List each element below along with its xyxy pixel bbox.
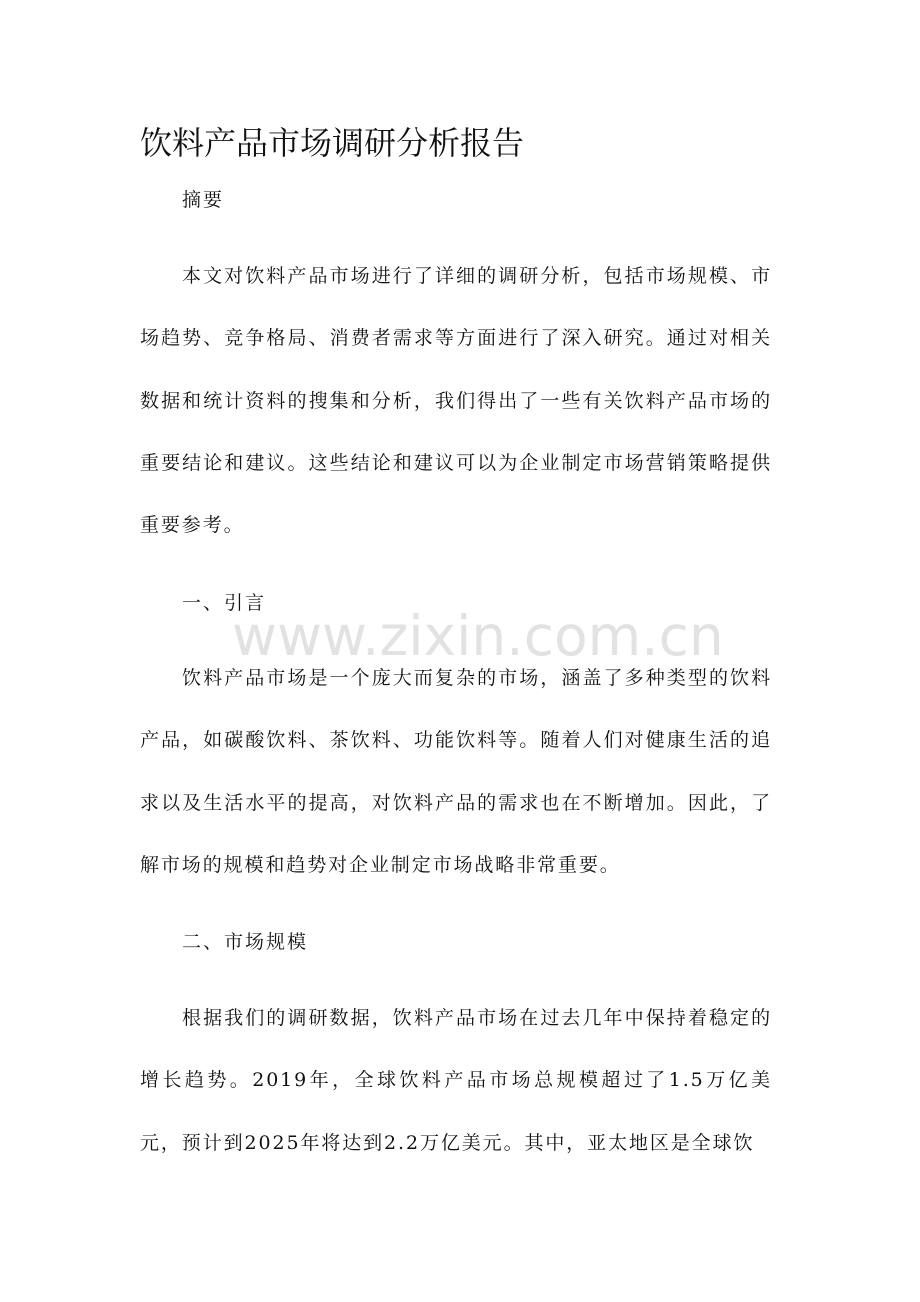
watermark: www.zixin.com.cn — [232, 604, 724, 668]
document-title: 饮料产品市场调研分析报告 — [140, 124, 525, 162]
section-heading-introduction: 一、引言 — [182, 592, 267, 614]
abstract-paragraph: 本文对饮料产品市场进行了详细的调研分析，包括市场规模、市场趋势、竞争格局、消费者需求等方面进行了深入研究。通过对相关数据和统计资料的搜集和分析，我们得出了一些有关饮料产品市场的重要结论和建议。这些结论和建议可以为企业制定市场营销策略提供重要参考。 — [140, 265, 772, 537]
market-size-paragraph: 根据我们的调研数据，饮料产品市场在过去几年中保持着稳定的增长趋势。2019年，全球饮料产品市场总规模超过了1.5万亿美元，预计到2025年将达到2.2万亿美元。其中，亚太地区是全球饮 — [140, 1007, 772, 1154]
section-heading-market-size: 二、市场规模 — [182, 931, 309, 953]
introduction-paragraph: 饮料产品市场是一个庞大而复杂的市场，涵盖了多种类型的饮料产品，如碳酸饮料、茶饮料、功能饮料等。随着人们对健康生活的追求以及生活水平的提高，对饮料产品的需求也在不断增加。因此，了解市场的规模和趋势对企业制定市场战略非常重要。 — [140, 667, 772, 876]
abstract-heading: 摘要 — [182, 189, 225, 211]
